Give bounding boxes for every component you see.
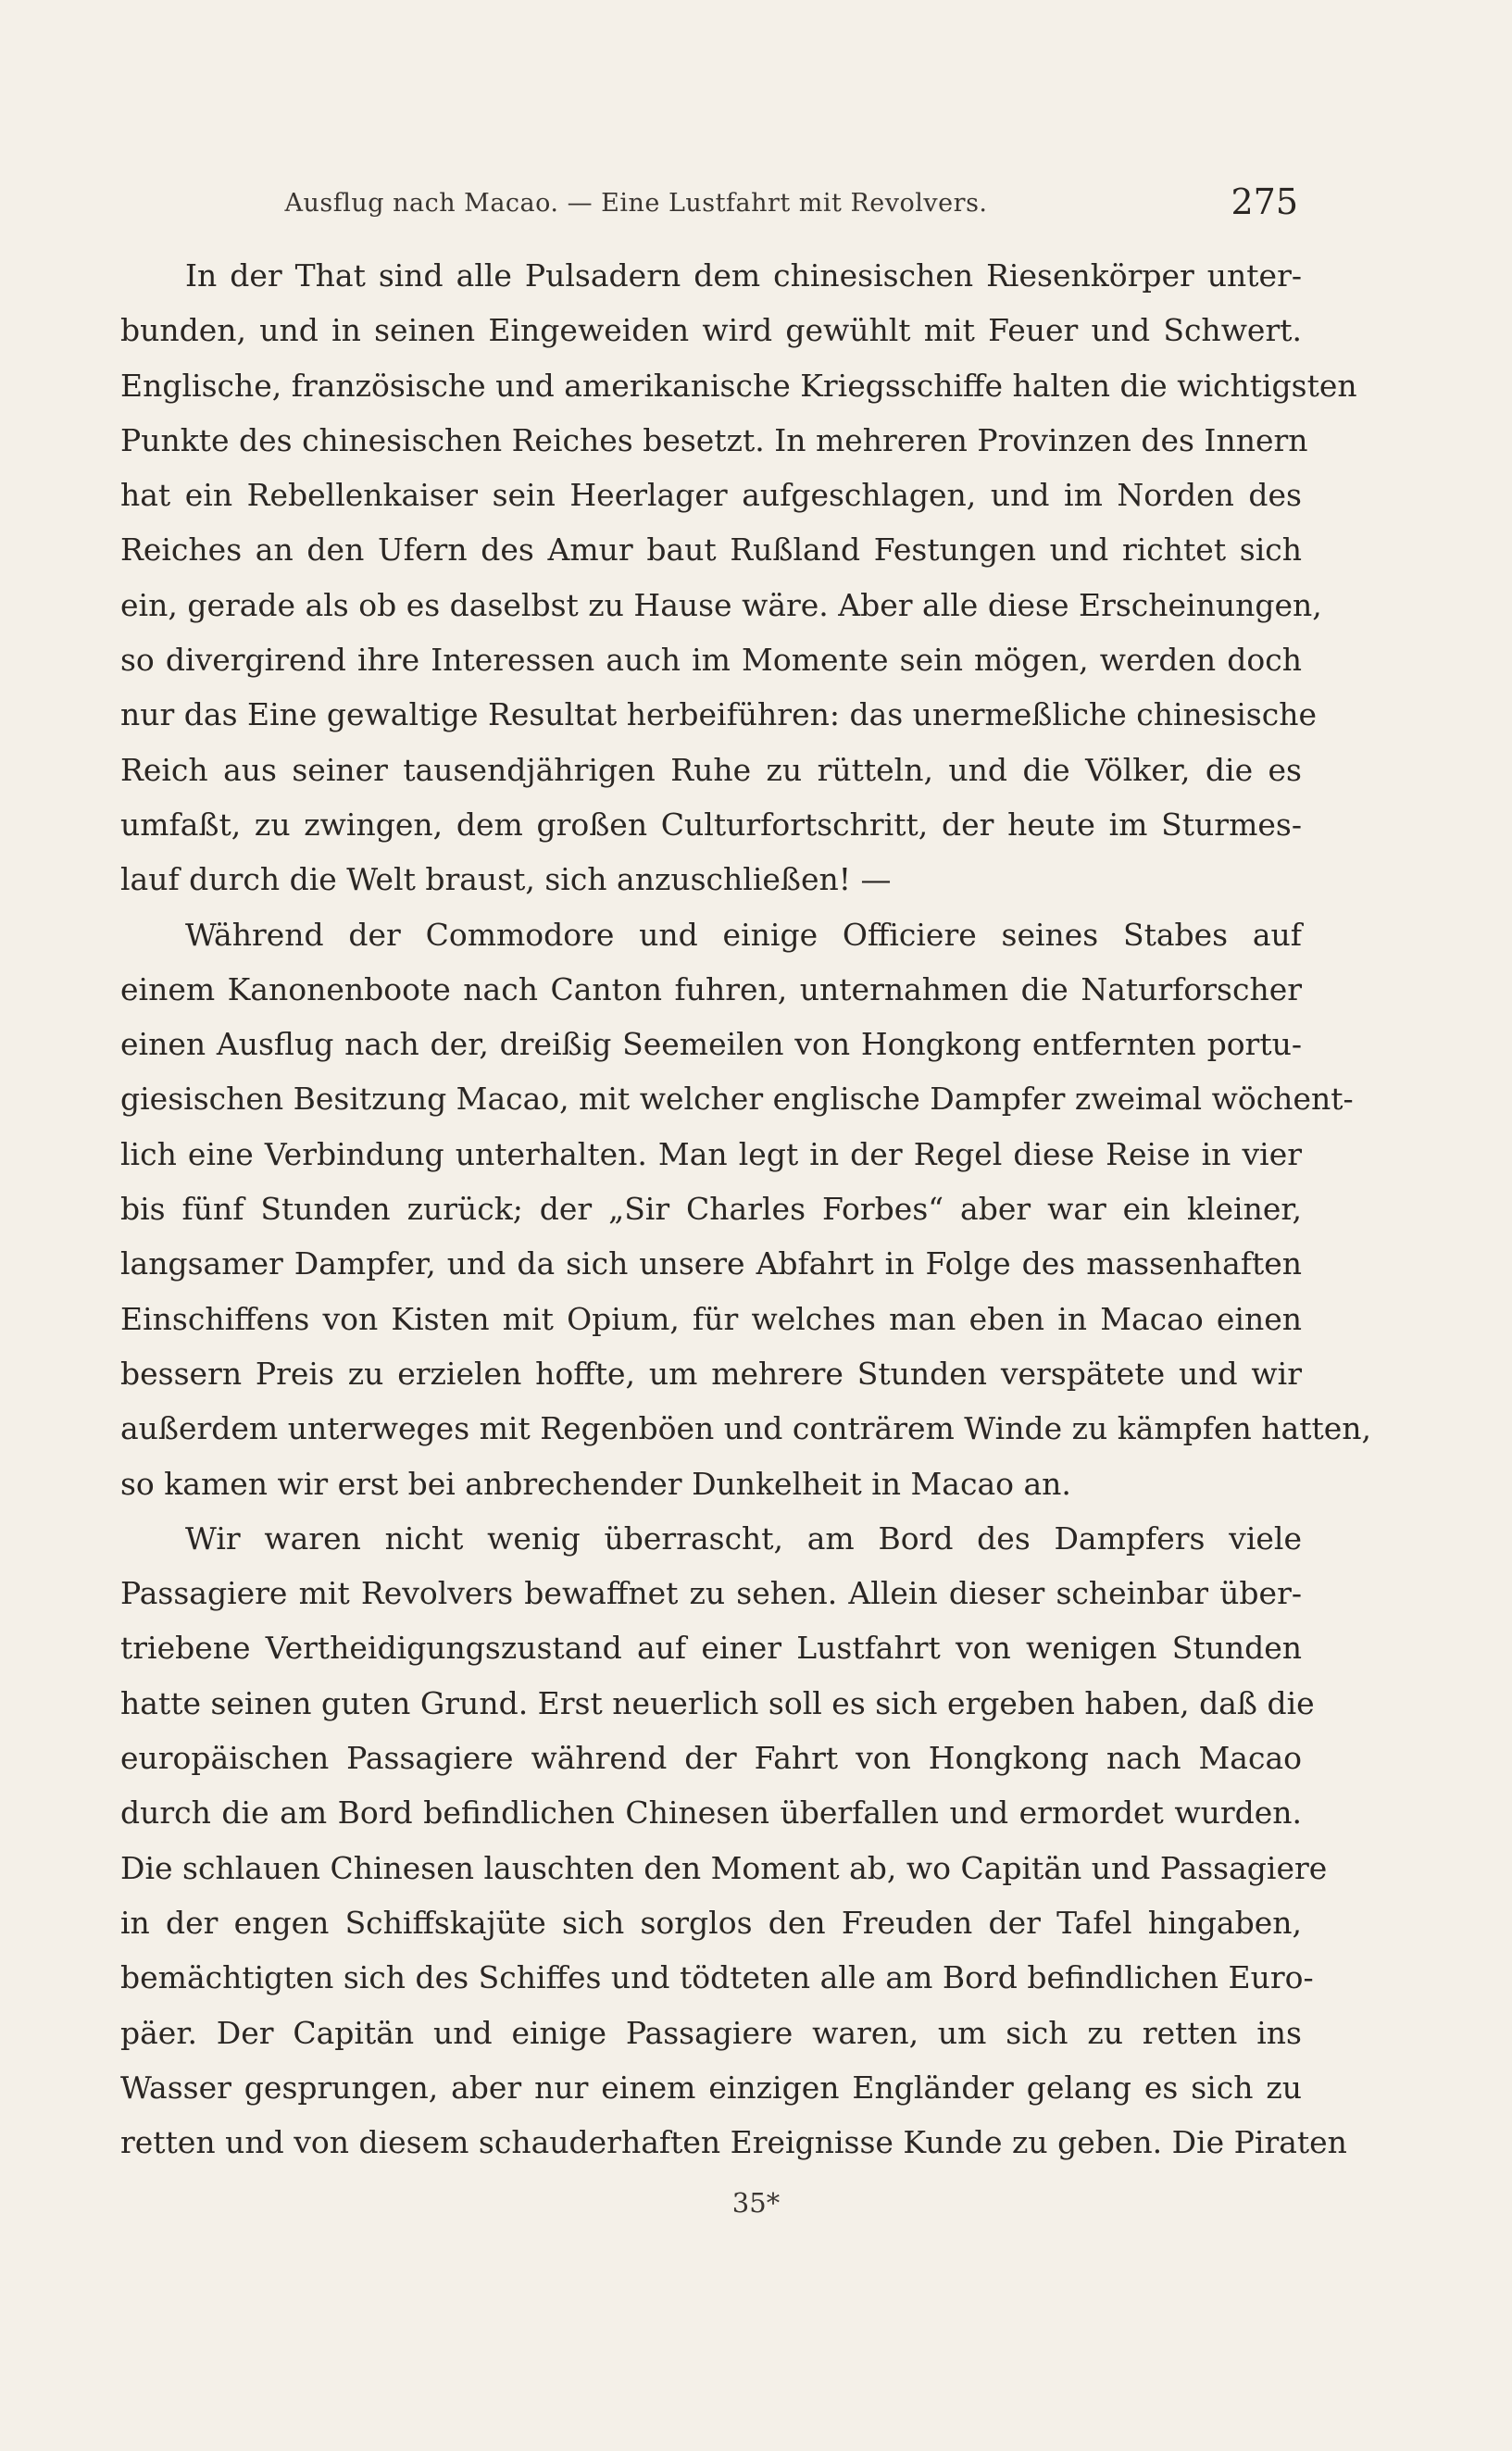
text-line: außerdem unterweges mit Regenböen und conträrem Winde zu kämpfen hatten,	[120, 1410, 1372, 1447]
text-line: In der That sind alle Pulsadern dem chinesischen Riesenkörper unter-	[185, 257, 1302, 294]
text-line: Die schlauen Chinesen lauschten den Moment ab, wo Capitän und Passagiere	[120, 1849, 1328, 1886]
running-title: Ausflug nach Macao. — Eine Lustfahrt mit Revolvers.	[284, 189, 988, 218]
text-line: langsamer Dampfer, und da sich unsere Abfahrt in Folge des massenhaften	[120, 1245, 1302, 1282]
text-line: hat ein Rebellenkaiser sein Heerlager aufgeschlagen, und im Norden des	[120, 477, 1302, 514]
paragraph-2	[120, 907, 1372, 1511]
text-line: nur das Eine gewaltige Resultat herbeiführen: das unermeßliche chinesische	[120, 696, 1317, 733]
text-line: so divergirend ihre Interessen auch im Momente sein mögen, werden doch	[120, 642, 1302, 679]
text-line: lauf durch die Welt braust, sich anzuschließen! —	[120, 861, 892, 898]
text-line: bemächtigten sich des Schiffes und tödteten alle am Bord befindlichen Euro-	[120, 1959, 1314, 1996]
text-line: Passagiere mit Revolvers bewaffnet zu sehen. Allein dieser scheinbar über-	[120, 1575, 1302, 1612]
paragraph-3	[120, 1511, 1347, 2170]
text-line: Punkte des chinesischen Reiches besetzt. In mehreren Provinzen des Innern	[120, 421, 1308, 458]
body-text	[120, 248, 1372, 2170]
text-line: bunden, und in seinen Eingeweiden wird gewühlt mit Feuer und Schwert.	[120, 312, 1302, 349]
text-line: einem Kanonenboote nach Canton fuhren, unternahmen die Naturforscher	[120, 970, 1302, 1007]
text-line: päer. Der Capitän und einige Passagiere waren, um sich zu retten ins	[120, 2014, 1302, 2051]
text-line: durch die am Bord befindlichen Chinesen überfallen und ermordet wurden.	[120, 1794, 1302, 1832]
text-line: hatte seinen guten Grund. Erst neuerlich soll es sich ergeben haben, daß die	[120, 1684, 1315, 1721]
page-number: 275	[1231, 181, 1298, 222]
text-line: Einschiffens von Kisten mit Opium, für welches man eben in Macao einen	[120, 1300, 1302, 1337]
text-line: bis fünf Stunden zurück; der „Sir Charles Forbes“ aber war ein kleiner,	[120, 1191, 1302, 1228]
text-line: in der engen Schiffskajüte sich sorglos den Freuden der Tafel hingaben,	[120, 1904, 1302, 1941]
signature-mark: 35*	[731, 2187, 781, 2219]
text-line: ein, gerade als ob es daselbst zu Hause wäre. Aber alle diese Erscheinungen,	[120, 586, 1322, 623]
text-line: Reich aus seiner tausendjährigen Ruhe zu rütteln, und die Völker, die es	[120, 751, 1302, 788]
text-line: Wasser gesprungen, aber nur einem einzigen Engländer gelang es sich zu	[120, 2069, 1302, 2106]
text-line: retten und von diesem schauderhaften Ereignisse Kunde zu geben. Die Piraten	[120, 2124, 1347, 2161]
text-line: lich eine Verbindung unterhalten. Man legt in der Regel diese Reise in vier	[120, 1135, 1302, 1172]
paragraph-1	[120, 248, 1357, 907]
text-line: europäischen Passagiere während der Fahrt von Hongkong nach Macao	[120, 1740, 1302, 1777]
text-line: umfaßt, zu zwingen, dem großen Culturfortschritt, der heute im Sturmes-	[120, 806, 1302, 843]
text-line: Englische, französische und amerikanische Kriegsschiffe halten die wichtigsten	[120, 367, 1357, 404]
text-line: bessern Preis zu erzielen hoffte, um mehrere Stunden verspätete und wir	[120, 1355, 1302, 1392]
text-line: Reiches an den Ufern des Amur baut Rußland Festungen und richtet sich	[120, 531, 1302, 569]
text-line: Wir waren nicht wenig überrascht, am Bord des Dampfers viele	[185, 1519, 1302, 1557]
text-line: Während der Commodore und einige Officiere seines Stabes auf	[185, 916, 1302, 953]
text-line: giesischen Besitzung Macao, mit welcher englische Dampfer zweimal wöchent-	[120, 1081, 1354, 1118]
text-line: einen Ausflug nach der, dreißig Seemeilen von Hongkong entfernten portu-	[120, 1026, 1302, 1063]
running-header	[122, 181, 1298, 226]
text-line: triebene Vertheidigungszustand auf einer Lustfahrt von wenigen Stunden	[120, 1630, 1302, 1667]
text-line: so kamen wir erst bei anbrechender Dunkelheit in Macao an.	[120, 1465, 1071, 1502]
